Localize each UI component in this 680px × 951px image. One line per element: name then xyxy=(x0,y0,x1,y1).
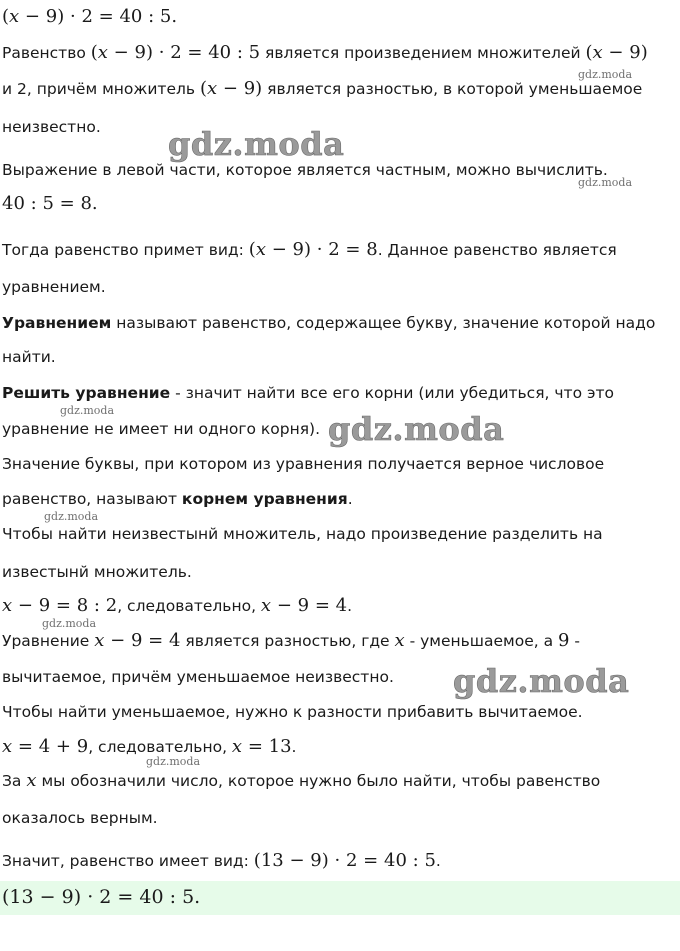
text: оказалось верным. xyxy=(2,809,158,827)
text: За xyxy=(2,772,27,790)
watermark: gdz.moda xyxy=(60,404,115,417)
text: и 2, причём множитель xyxy=(2,80,200,98)
definition-line xyxy=(2,382,614,404)
text-line xyxy=(2,453,604,475)
text-line xyxy=(2,346,56,368)
text: - xyxy=(569,632,580,650)
watermark: gdz.moda xyxy=(42,617,97,630)
text: Значение буквы, при котором из уравнения получается верное числовое xyxy=(2,455,605,473)
equation-line xyxy=(2,193,98,215)
math: (x − 9) · 2 = 8 xyxy=(248,239,378,260)
text-line xyxy=(2,42,648,64)
text-line xyxy=(2,850,441,872)
text-line xyxy=(2,666,394,688)
equation-line xyxy=(2,595,352,617)
text: . Данное равенство является xyxy=(377,241,617,259)
watermark: gdz.moda xyxy=(453,662,630,700)
text: . xyxy=(291,738,297,756)
math: (x − 9) xyxy=(199,78,263,99)
watermark: gdz.moda xyxy=(578,176,633,189)
definition-line xyxy=(2,312,655,334)
answer-equation: (13 − 9) · 2 = 40 : 5. xyxy=(2,886,201,908)
watermark: gdz.moda xyxy=(168,125,345,163)
text: , следовательно, xyxy=(117,597,261,615)
text: Чтобы найти уменьшаемое, нужно к разности прибавить вычитаемое. xyxy=(2,703,583,721)
math: (x − 9) xyxy=(585,42,648,63)
text: известынй множитель. xyxy=(2,563,192,581)
math: 9 xyxy=(558,630,570,651)
bold-term: Уравнением xyxy=(2,314,112,332)
math: x = 4 + 9 xyxy=(2,736,89,757)
math: x − 9 = 4 xyxy=(260,595,348,616)
equation-line xyxy=(2,6,177,28)
text: является разностью, где xyxy=(180,632,395,650)
text: мы обозначили число, которое нужно было найти, чтобы равенство xyxy=(36,772,601,790)
text: вычитаемое, причём уменьшаемое неизвестно. xyxy=(2,668,394,686)
answer-highlight xyxy=(0,881,680,915)
text: . xyxy=(347,490,353,508)
math: (x − 9) · 2 = 40 : 5. xyxy=(2,6,178,27)
watermark: gdz.moda xyxy=(44,510,99,523)
text-line xyxy=(2,701,583,723)
text: , следовательно, xyxy=(88,738,232,756)
text: - значит найти все его корни (или убедиться, что это xyxy=(170,384,614,402)
text-line xyxy=(2,116,101,138)
text: является произведением множителей xyxy=(260,44,586,62)
text: называют равенство, содержащее букву, значение которой надо xyxy=(111,314,656,332)
math: x = 13 xyxy=(231,736,292,757)
watermark: gdz.moda xyxy=(146,755,201,768)
text: . xyxy=(347,597,353,615)
text-line xyxy=(2,418,320,440)
text-line xyxy=(2,78,642,100)
definition-line xyxy=(2,488,353,510)
text: найти. xyxy=(2,348,56,366)
text: . xyxy=(435,852,441,870)
text: уравнение не имеет ни одного корня). xyxy=(2,420,320,438)
text-line xyxy=(2,276,106,298)
watermark: gdz.moda xyxy=(578,68,633,81)
text: является разностью, в которой уменьшаемое xyxy=(262,80,643,98)
text: Равенство xyxy=(2,44,91,62)
text: Уравнение xyxy=(2,632,95,650)
math: x − 9 = 4 xyxy=(94,630,181,651)
text: Чтобы найти неизвестынй множитель, надо произведение разделить на xyxy=(2,525,603,543)
math: x xyxy=(26,770,37,791)
text-line xyxy=(2,239,617,261)
text: неизвестно. xyxy=(2,118,101,136)
text-line xyxy=(2,523,603,545)
text-line xyxy=(2,630,580,652)
math: x xyxy=(394,630,405,651)
text-line xyxy=(2,770,600,792)
math: 40 : 5 = 8. xyxy=(2,193,98,214)
text: уравнением. xyxy=(2,278,106,296)
text: Тогда равенство примет вид: xyxy=(2,241,249,259)
text: равенство, называют xyxy=(2,490,182,508)
bold-term: Решить уравнение xyxy=(2,384,171,402)
text: Выражение в левой части, которое является частным, можно вычислить. xyxy=(2,161,608,179)
math: (x − 9) · 2 = 40 : 5 xyxy=(90,42,261,63)
text-line xyxy=(2,561,192,583)
text-line xyxy=(2,807,158,829)
math: x − 9 = 8 : 2 xyxy=(2,595,118,616)
text: - уменьшаемое, а xyxy=(404,632,559,650)
math: (13 − 9) · 2 = 40 : 5 xyxy=(253,850,436,871)
bold-term: корнем уравнения xyxy=(181,490,348,508)
watermark: gdz.moda xyxy=(328,410,505,448)
text: Значит, равенство имеет вид: xyxy=(2,852,254,870)
